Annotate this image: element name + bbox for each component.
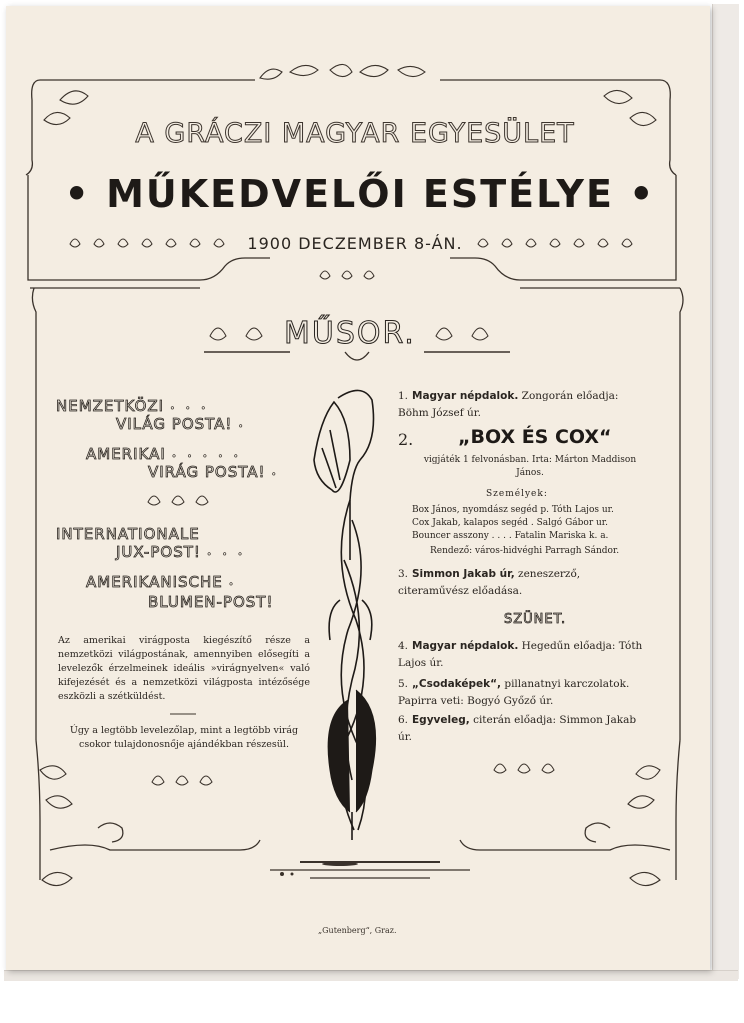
organization-title: A GRÁCZI MAGYAR EGYESÜLET bbox=[135, 118, 575, 149]
title-dot-right: • bbox=[629, 172, 656, 216]
program-item-2-number: 2. bbox=[398, 430, 414, 449]
program-item-1: 1. Magyar népdalok. Zongorán előadja: Böhm József úr. bbox=[398, 390, 619, 419]
left-line-8: BLUMEN-POST! bbox=[148, 593, 274, 611]
left-line-1: NEMZETKÖZI ∘ ∘ ∘ bbox=[56, 397, 210, 415]
program-heading: MŰSOR. bbox=[284, 316, 416, 351]
cast-heading: Személyek: bbox=[486, 489, 548, 499]
event-date: 1900 DECZEMBER 8-ÁN. bbox=[247, 234, 463, 253]
flower-post-paragraph: Az amerikai virágposta kiegészítő része a nemzetközi világpostának, amennyiben elősegíti a levelezők érzelmeinek ideális »virágnyelven« való kifejezését és a nemzetközi világposta intézősége eszközli a szétküldést. bbox=[58, 635, 310, 702]
event-title bbox=[60, 172, 660, 216]
left-line-7: AMERIKANISCHE ∘ bbox=[86, 573, 238, 591]
left-line-5: INTERNATIONALE bbox=[56, 525, 200, 543]
tulip-illustration bbox=[314, 390, 376, 840]
cast-row-3: Bouncer asszony . . . . Fatalin Mariska k. a. bbox=[412, 531, 609, 541]
program-item-4: 4. Magyar népdalok. Hegedűn előadja: Tóth Lajos úr. bbox=[398, 640, 643, 669]
director-line: Rendező: város-hidvéghi Parragh Sándor. bbox=[430, 546, 620, 556]
cast-row-2: Cox Jakab, kalapos segéd . Salgó Gábor ur. bbox=[412, 518, 608, 528]
event-title-text: MŰKEDVELŐI ESTÉLYE bbox=[106, 172, 614, 216]
program-item-2-title: „BOX ÉS COX“ bbox=[458, 426, 612, 448]
prize-paragraph: Úgy a legtöbb levelezőlap, mint a legtöbb virág csokor tulajdonosnője ajándékban részesül. bbox=[69, 725, 299, 750]
program-item-3: 3. Simmon Jakab úr, zeneszerző, citeraművész előadása. bbox=[398, 568, 581, 597]
left-line-6: JUX-POST! ∘ ∘ ∘ bbox=[116, 543, 247, 561]
program-item-6: 6. Egyveleg, citerán előadja: Simmon Jakab úr. bbox=[398, 714, 637, 743]
title-dot-left: • bbox=[64, 172, 91, 216]
left-line-3: AMERIKAI ∘ ∘ ∘ ∘ ∘ bbox=[86, 445, 242, 463]
cast-row-1: Box János, nyomdász segéd p. Tóth Lajos ur. bbox=[412, 505, 614, 515]
printer-imprint: „Gutenberg“, Graz. bbox=[318, 926, 397, 935]
intermission-label: SZÜNET. bbox=[504, 612, 567, 627]
program-item-5: 5. „Csodaképek“, pillanatnyi karczolatok. Papirra veti: Bogyó Győző úr. bbox=[398, 678, 630, 707]
tulip-row-left-icon bbox=[70, 239, 224, 247]
left-line-2: VILÁG POSTA! ∘ bbox=[116, 415, 247, 433]
left-line-4: VIRÁG POSTA! ∘ bbox=[148, 463, 280, 481]
program-item-2-description: vigjáték 1 felvonásban. Irta: Márton Maddison János. bbox=[423, 455, 637, 478]
